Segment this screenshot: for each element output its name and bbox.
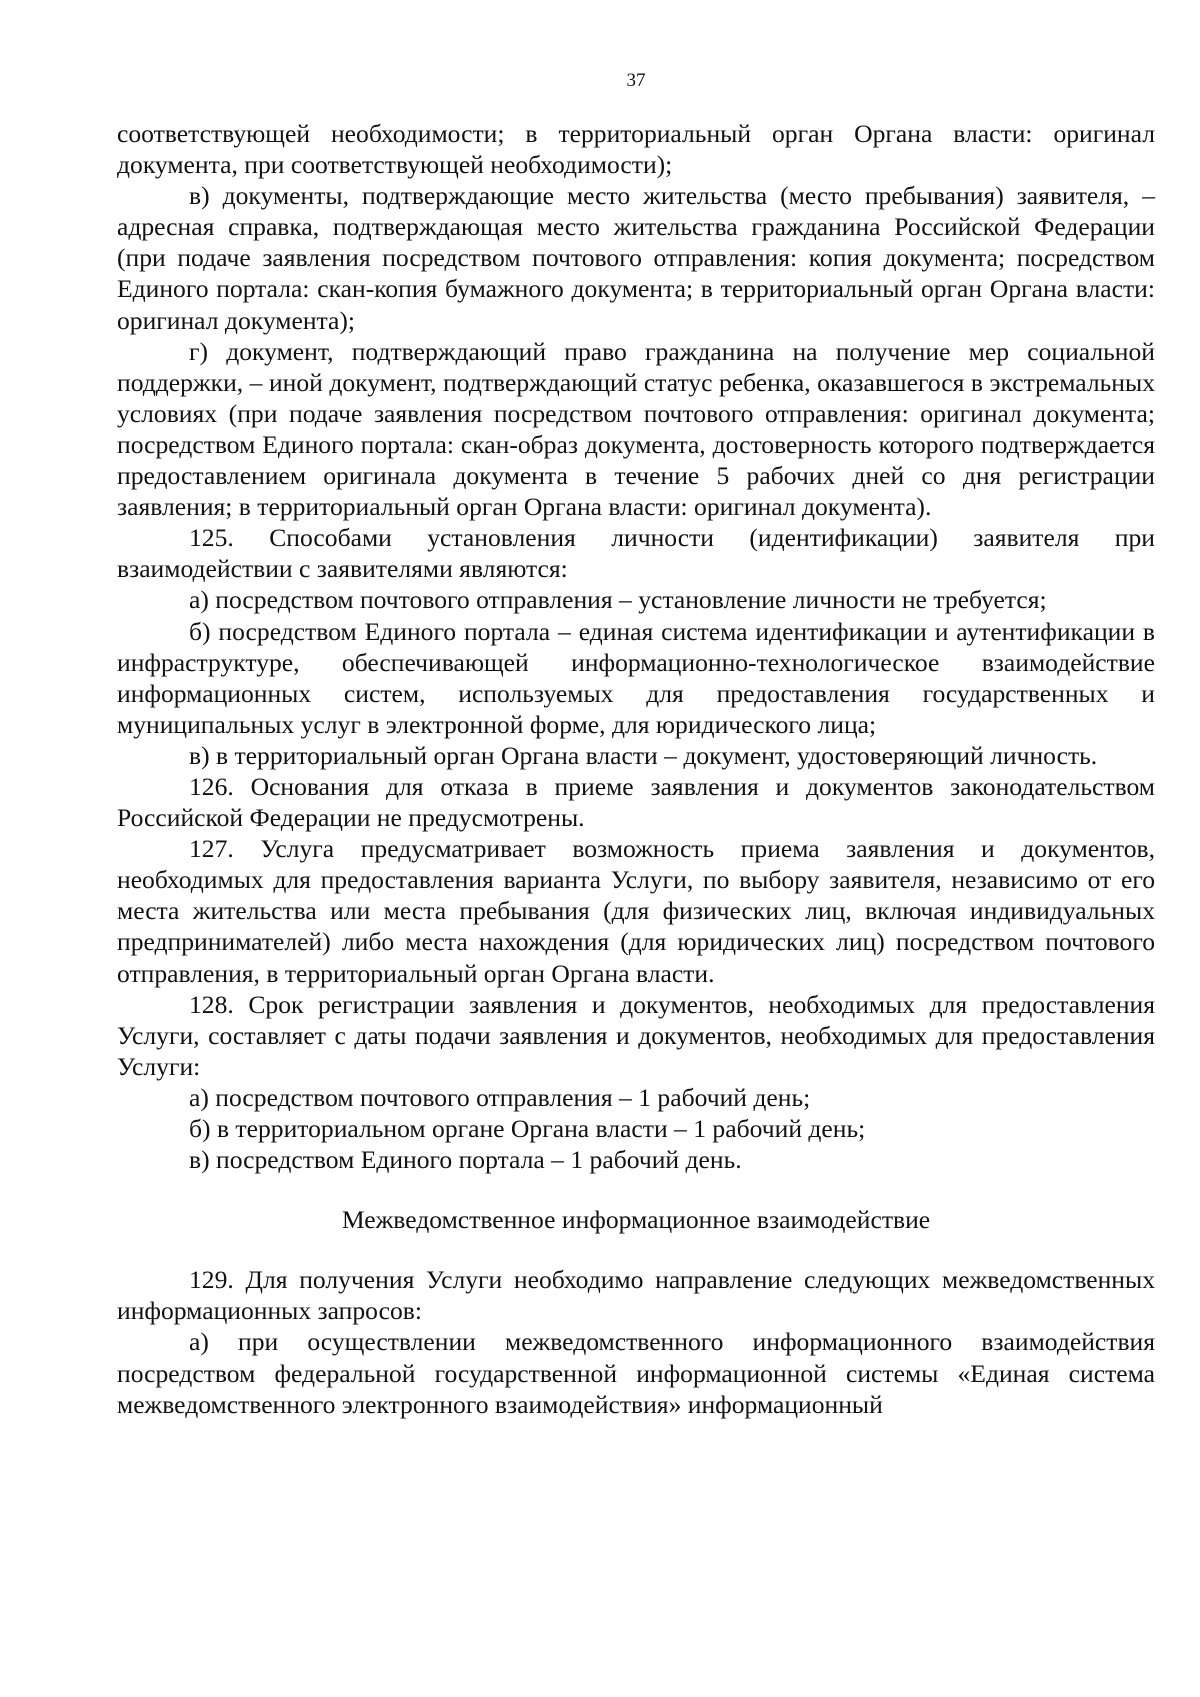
paragraph-item-g-social-support: г) документ, подтверждающий право гражданина на получение мер социальной поддержки, – иной документ, подтверждающий статус ребенка, оказавшегося в экстремальных условиях (при подаче заявления посредством почтового отправления: оригинал документа; посредством Единого портала: скан-образ документа, достоверность которого подтверждается предоставлением оригинала документа в течение 5 рабочих дней со дня регистрации заявления; в территориальный орган Органа власти: оригинал документа). <box>117 336 1155 522</box>
paragraph-127: 127. Услуга предусматривает возможность приема заявления и документов, необходимых для предоставления варианта Услуги, по выбору заявителя, независимо от его места жительства или места пребывания (для физических лиц, включая индивидуальных предпринимателей) либо места нахождения (для юридических лиц) посредством почтового отправления, в территориальный орган Органа власти. <box>117 834 1155 988</box>
paragraph-129: 129. Для получения Услуги необходимо направление следующих межведомственных информационных запросов: <box>117 1265 1155 1326</box>
paragraph-125-v: в) в территориальный орган Органа власти – документ, удостоверяющий личность. <box>189 740 1098 770</box>
paragraph-continuation: соответствующей необходимости; в территориальный орган Органа власти: оригинал документа, при соответствующей необходимости); <box>117 119 1155 180</box>
paragraph-128-v: в) посредством Единого портала – 1 рабочий день. <box>189 1145 742 1175</box>
paragraph-125-a: а) посредством почтового отправления – установление личности не требуется; <box>189 585 1047 615</box>
paragraph-125: 125. Способами установления личности (идентификации) заявителя при взаимодействии с заявителями являются: <box>117 523 1155 584</box>
paragraph-128-a: а) посредством почтового отправления – 1 рабочий день; <box>189 1082 811 1112</box>
page-number: 37 <box>626 70 646 91</box>
paragraph-128: 128. Срок регистрации заявления и документов, необходимых для предоставления Услуги, составляет с даты подачи заявления и документов, необходимых для предоставления Услуги: <box>117 989 1155 1081</box>
paragraph-item-v-residence: в) документы, подтверждающие место жительства (место пребывания) заявителя, – адресная справка, подтверждающая место жительства гражданина Российской Федерации (при подаче заявления посредством почтового отправления: копия документа; посредством Единого портала: скан-копия бумажного документа; в территориальный орган Органа власти: оригинал документа); <box>117 181 1155 335</box>
paragraph-125-b: б) посредством Единого портала – единая система идентификации и аутентификации в инфраструктуре, обеспечивающей информационно-технологическое взаимодействие информационных систем, используемых для предоставления государственных и муниципальных услуг в электронной форме, для юридического лица; <box>117 616 1155 739</box>
paragraph-128-b: б) в территориальном органе Органа власти – 1 рабочий день; <box>189 1114 866 1143</box>
paragraph-126: 126. Основания для отказа в приеме заявления и документов законодательством Российской Федерации не предусмотрены. <box>117 771 1155 833</box>
section-heading: Межведомственное информационное взаимодействие <box>341 1205 931 1235</box>
document-body <box>117 118 1155 1420</box>
paragraph-129-a: а) при осуществлении межведомственного информационного взаимодействия посредством федеральной государственной информационной системы «Единая система межведомственного электронного взаимодействия» информационный <box>117 1327 1155 1419</box>
